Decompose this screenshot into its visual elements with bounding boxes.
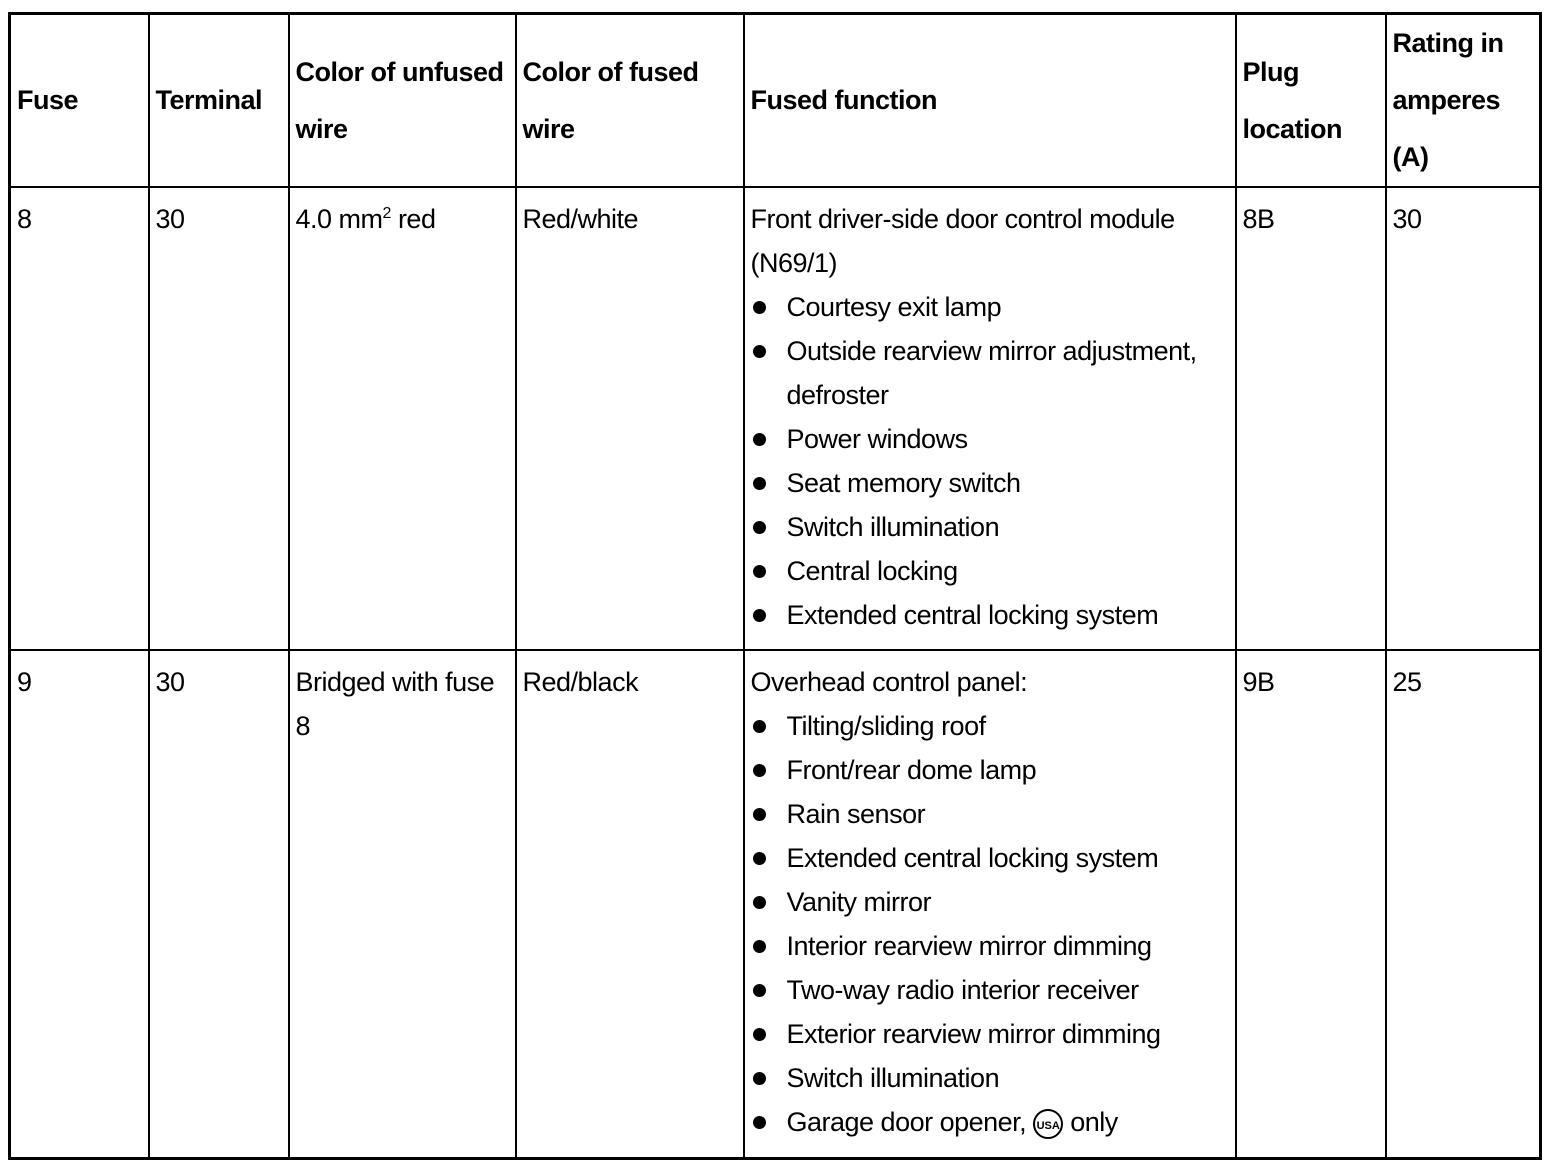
list-item-label: Seat memory switch (786, 468, 1021, 498)
header-row (10, 14, 1541, 188)
list-item-label: Extended central locking system (786, 600, 1159, 630)
function-list (751, 285, 1229, 637)
list-item-label: Garage door opener, (786, 1107, 1027, 1137)
list-item-label: Vanity mirror (786, 887, 932, 917)
list-item-label: Power windows (786, 424, 968, 454)
bullet-icon (753, 433, 766, 446)
function-list (751, 704, 1229, 1144)
wire-size-superscript: 2 (382, 205, 391, 222)
header-fuse: Fuse (10, 14, 149, 188)
list-item (751, 549, 1229, 593)
bullet-icon (753, 521, 766, 534)
list-item (751, 968, 1229, 1012)
table-row (10, 650, 1541, 1159)
plug-location: 8B (1236, 187, 1386, 650)
list-item-label: Switch illumination (786, 512, 1000, 542)
fuse-table (8, 12, 1542, 1160)
fuse-number: 9 (10, 650, 149, 1159)
header-rating: Rating in amperes (A) (1386, 14, 1541, 188)
list-item-label: Exterior rearview mirror dimming (786, 1019, 1161, 1049)
rating-amperes: 30 (1386, 187, 1541, 650)
fused-function (744, 187, 1236, 650)
bullet-icon (753, 565, 766, 578)
list-item-label: Courtesy exit lamp (786, 292, 1002, 322)
list-item (751, 1056, 1229, 1100)
list-item-label: Switch illumination (786, 1063, 1000, 1093)
function-title: Front driver-side door control module (N69/1) (750, 204, 1175, 278)
list-item (751, 417, 1229, 461)
list-item (751, 285, 1229, 329)
bullet-icon (753, 1116, 766, 1129)
bullet-icon (753, 609, 766, 622)
bullet-icon (753, 1028, 766, 1041)
header-fused-function: Fused function (744, 14, 1236, 188)
list-item (751, 593, 1229, 637)
function-title: Overhead control panel: (750, 667, 1028, 697)
wire-color-suffix: red (390, 204, 436, 234)
rating-amperes: 25 (1386, 650, 1541, 1159)
bullet-icon (753, 720, 766, 733)
bullet-icon (753, 1072, 766, 1085)
usa-badge-icon: USA (1033, 1109, 1063, 1139)
bullet-icon (753, 984, 766, 997)
list-item-label: Outside rearview mirror adjustment, defroster (786, 336, 1197, 410)
list-item-label: Tilting/sliding roof (786, 711, 986, 741)
bullet-icon (753, 852, 766, 865)
wire-size: 4.0 mm (295, 204, 383, 234)
terminal-value: 30 (149, 650, 289, 1159)
list-item-label: Extended central locking system (786, 843, 1159, 873)
list-item (751, 1100, 1229, 1144)
header-plug-location: Plug location (1236, 14, 1386, 188)
list-item (751, 836, 1229, 880)
list-item (751, 792, 1229, 836)
bullet-icon (753, 477, 766, 490)
unfused-wire-color: Bridged with fuse 8 (289, 650, 516, 1159)
list-item-label: Central locking (786, 556, 958, 586)
header-fused-color: Color of fused wire (516, 14, 744, 188)
list-item (751, 461, 1229, 505)
bullet-icon (753, 345, 766, 358)
list-item-label: Front/rear dome lamp (786, 755, 1037, 785)
fuse-number: 8 (10, 187, 149, 650)
list-item (751, 924, 1229, 968)
list-item (751, 880, 1229, 924)
bullet-icon (753, 940, 766, 953)
fused-function (744, 650, 1236, 1159)
header-terminal: Terminal (149, 14, 289, 188)
table-row (10, 187, 1541, 650)
list-item (751, 748, 1229, 792)
list-item-suffix: only (1070, 1107, 1118, 1137)
bullet-icon (753, 301, 766, 314)
terminal-value: 30 (149, 187, 289, 650)
list-item-label: Rain sensor (786, 799, 926, 829)
list-item (751, 704, 1229, 748)
unfused-wire-color (289, 187, 516, 650)
list-item-label: Interior rearview mirror dimming (786, 931, 1152, 961)
fused-wire-color: Red/black (516, 650, 744, 1159)
bullet-icon (753, 808, 766, 821)
list-item (751, 1012, 1229, 1056)
plug-location: 9B (1236, 650, 1386, 1159)
bullet-icon (753, 764, 766, 777)
list-item-label: Two-way radio interior receiver (786, 975, 1139, 1005)
list-item (751, 505, 1229, 549)
header-unfused-color: Color of unfused wire (289, 14, 516, 188)
list-item (751, 329, 1229, 417)
bullet-icon (753, 896, 766, 909)
fused-wire-color: Red/white (516, 187, 744, 650)
